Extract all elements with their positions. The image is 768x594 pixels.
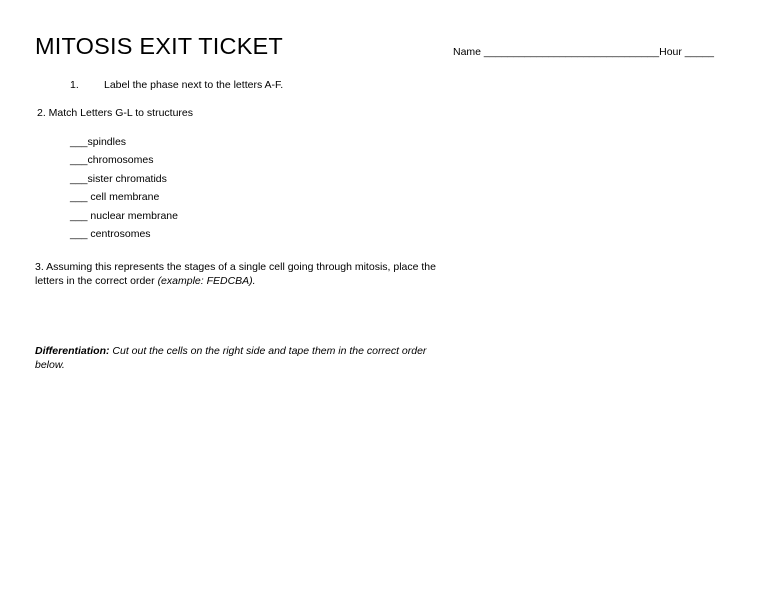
question-1-number: 1.: [70, 79, 79, 91]
match-item-nuclear-membrane: ___ nuclear membrane: [70, 209, 178, 222]
match-item-chromosomes: ___chromosomes: [70, 154, 154, 167]
question-3: [35, 260, 455, 288]
differentiation-text: Cut out the cells on the right side and tape them in the correct order below.: [35, 345, 427, 371]
differentiation-label: Differentiation:: [35, 345, 110, 357]
match-item-spindles: ___spindles: [70, 136, 127, 148]
structure-match-list: [70, 135, 178, 245]
name-hour-line: Name ______________________________Hour _____: [453, 46, 714, 58]
question-1-text: Label the phase next to the letters A-F.: [104, 79, 284, 91]
question-3-example: (example: FEDCBA).: [157, 275, 256, 287]
match-item-cell-membrane: ___ cell membrane: [70, 191, 160, 204]
question-2-text: 2. Match Letters G-L to structures: [37, 107, 194, 119]
differentiation-note: [35, 344, 455, 372]
match-item-centrosomes: ___ centrosomes: [70, 227, 151, 240]
match-item-sister-chromatids: ___sister chromatids: [70, 172, 167, 185]
question-3-text: 3. Assuming this represents the stages of a single cell going through mitosis, place the letters in the correct order: [35, 261, 436, 287]
page-title: MITOSIS EXIT TICKET: [35, 33, 283, 59]
